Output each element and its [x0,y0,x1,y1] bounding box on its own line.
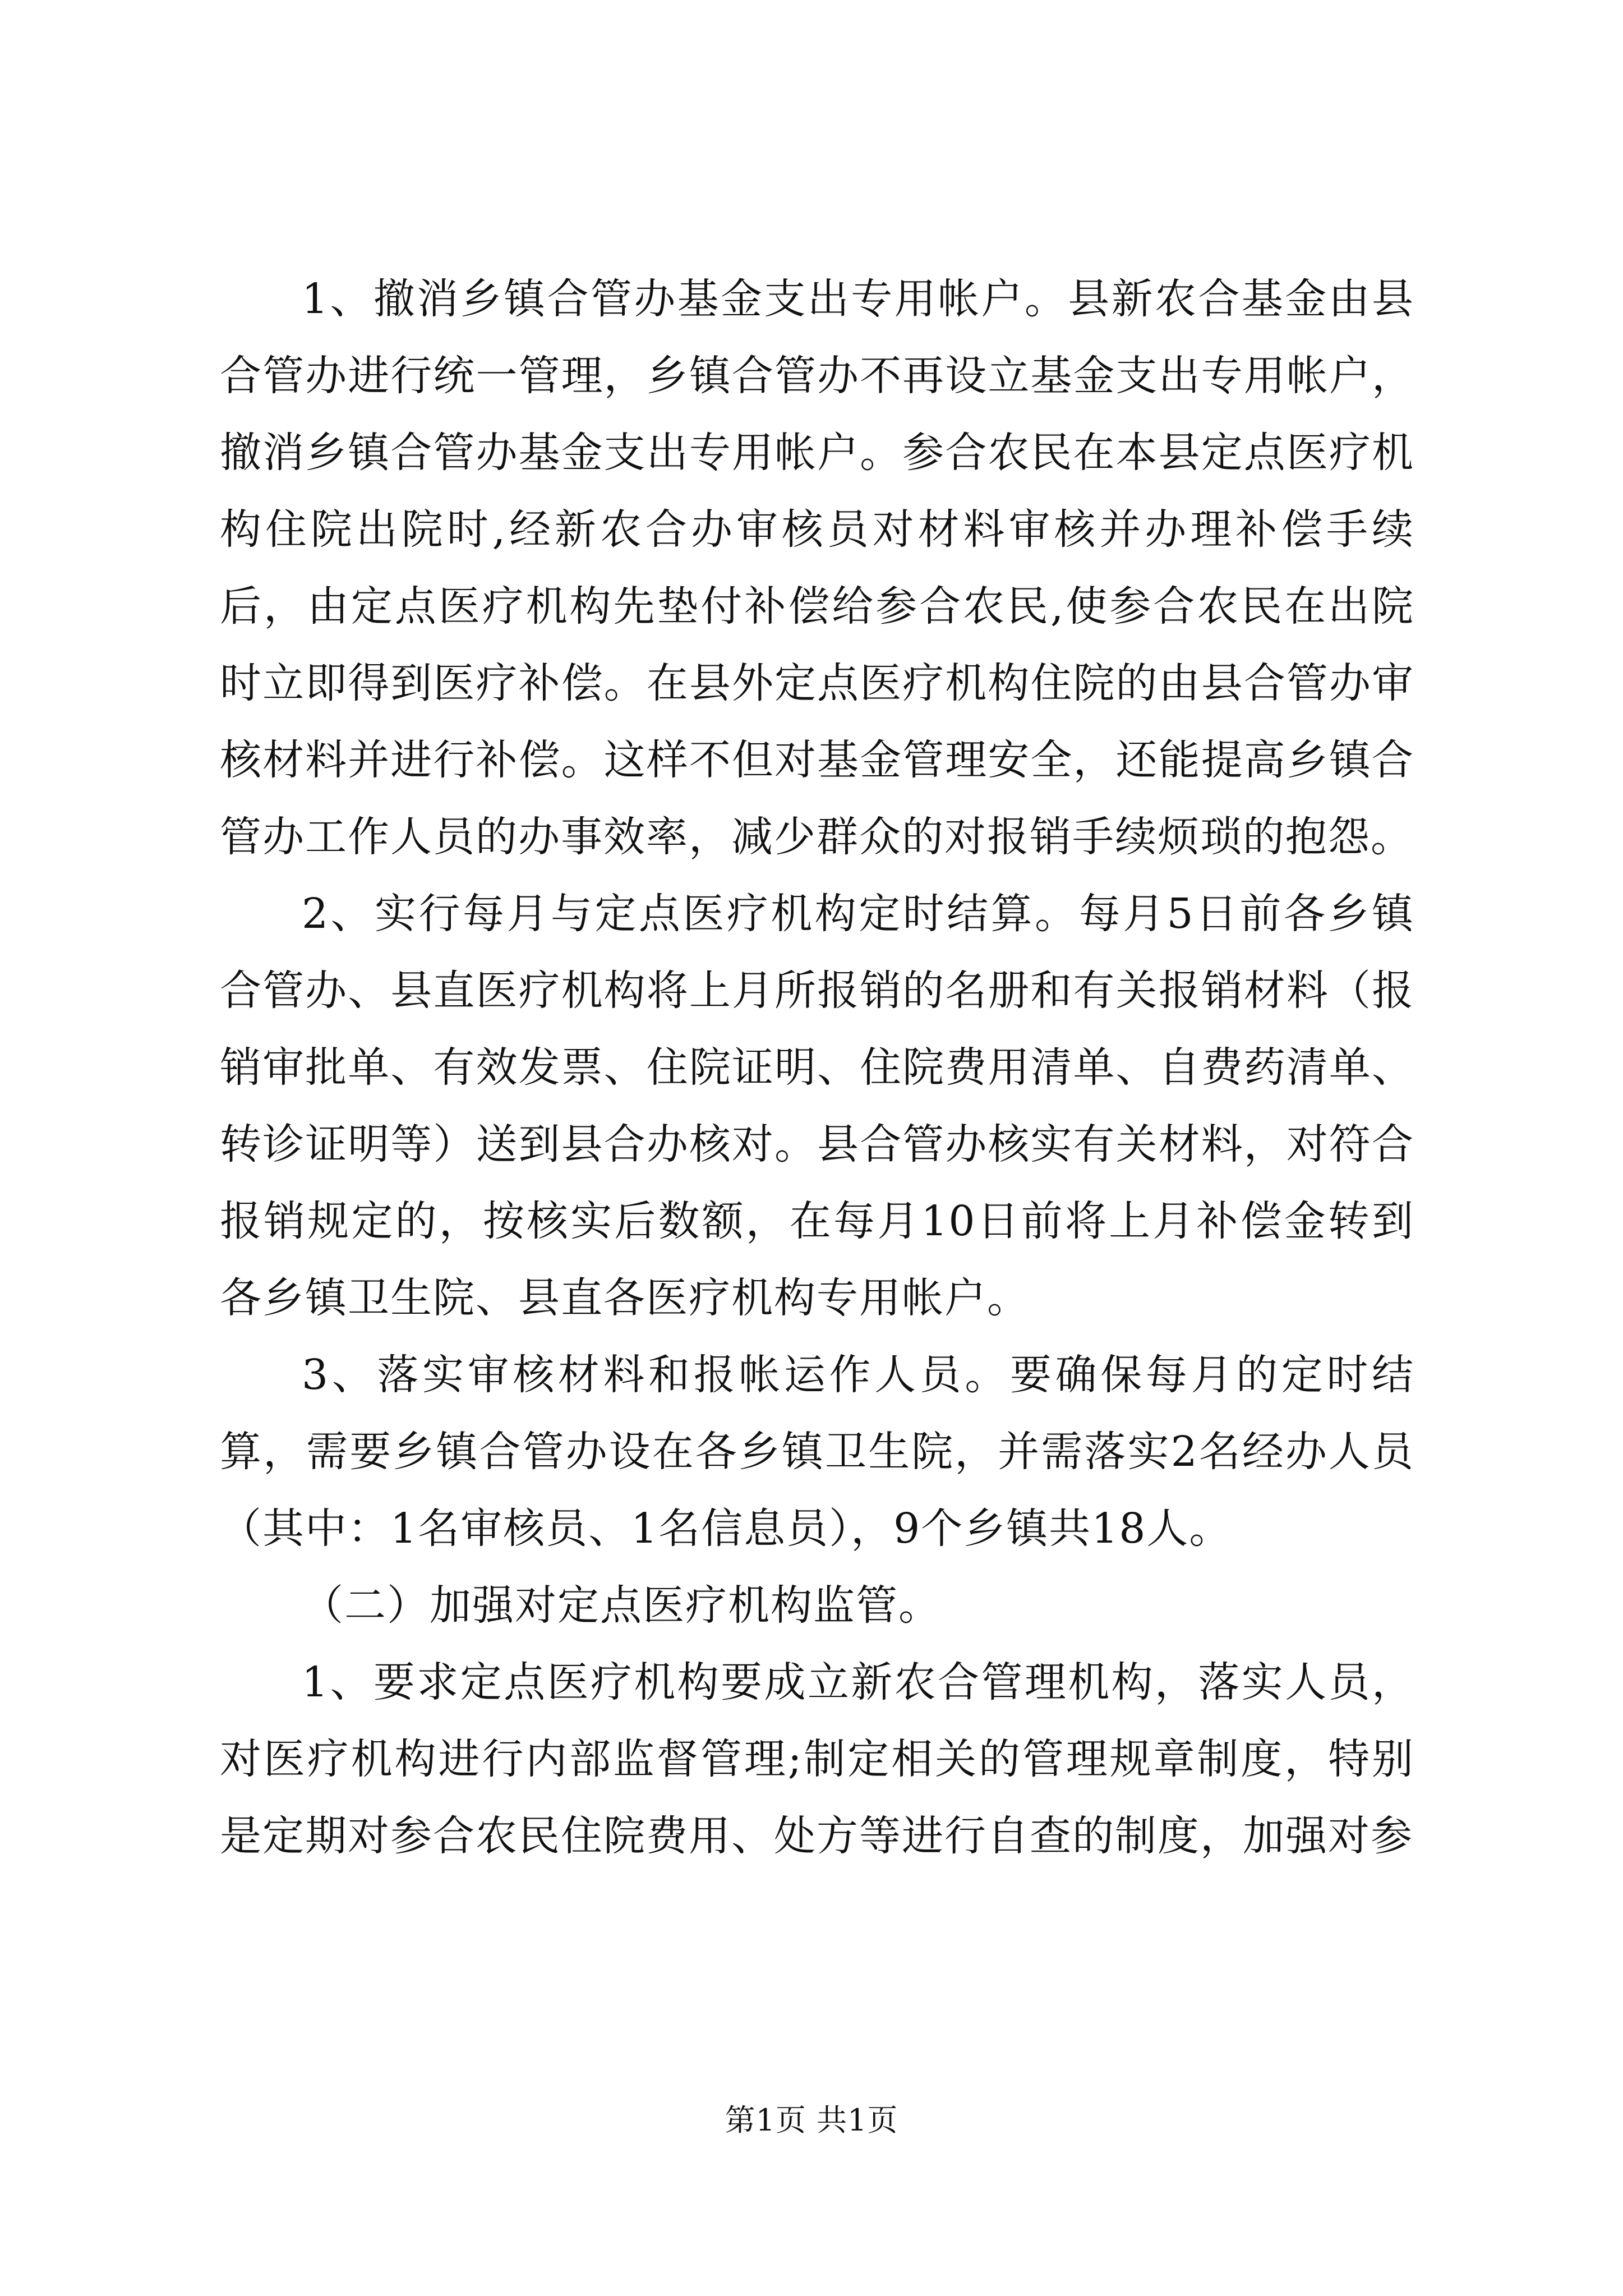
document-body [220,261,1414,1875]
paragraph-1: 1、撤消乡镇合管办基金支出专用帐户。县新农合基金由县合管办进行统一管理，乡镇合管办不再设立基金支出专用帐户，撤消乡镇合管办基金支出专用帐户。参合农民在本县定点医疗机构住院出院时,经新农合办审核员对材料审核并办理补偿手续后，由定点医疗机构先垫付补偿给参合农民,使参合农民在出院时立即得到医疗补偿。在县外定点医疗机构住院的由县合管办审核材料并进行补偿。这样不但对基金管理安全，还能提高乡镇合管办工作人员的办事效率，减少群众的对报销手续烦琐的抱怨。 [220,275,1414,861]
paragraph-3: 3、落实审核材料和报帐运作人员。要确保每月的定时结算，需要乡镇合管办设在各乡镇卫生院，并需落实2名经办人员（其中：1名审核员、1名信息员），9个乡镇共18人。 [220,1351,1414,1553]
page-number-footer: 第1页 共1页 [725,2102,898,2138]
paragraph-4: 1、要求定点医疗机构要成立新农合管理机构，落实人员，对医疗机构进行内部监督管理;制定相关的管理规章制度，特别是定期对参合农民住院费用、处方等进行自查的制度，加强对参 [220,1658,1414,1860]
paragraph-2: 2、实行每月与定点医疗机构定时结算。每月5日前各乡镇合管办、县直医疗机构将上月所报销的名册和有关报销材料（报销审批单、有效发票、住院证明、住院费用清单、自费药清单、转诊证明等）送到县合办核对。县合管办核实有关材料，对符合报销规定的，按核实后数额，在每月10日前将上月补偿金转到各乡镇卫生院、县直各医疗机构专用帐户。 [220,890,1414,1322]
section-heading: （二）加强对定点医疗机构监管。 [302,1581,941,1630]
